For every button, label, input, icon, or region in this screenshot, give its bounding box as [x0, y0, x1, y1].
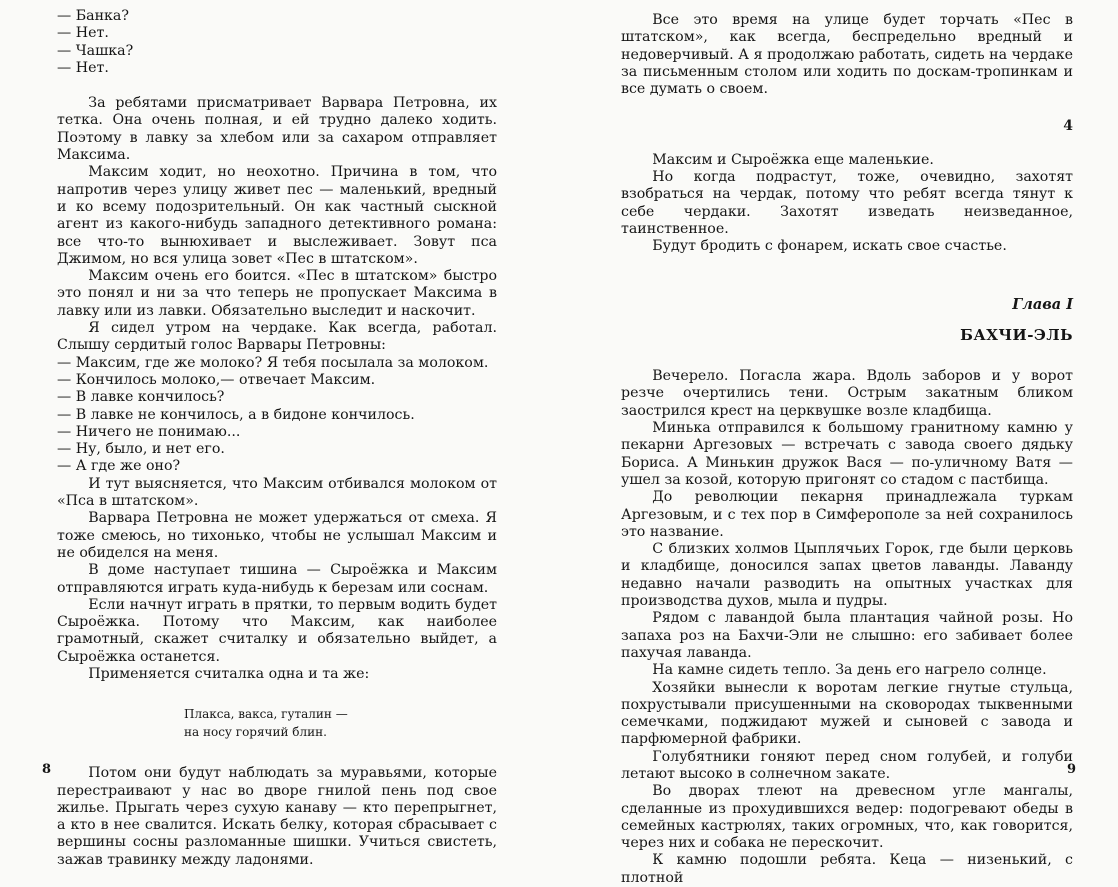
paragraph: И тут выясняется, что Максим отбивался молоком от «Пса в штатском».: [57, 475, 497, 510]
paragraph: Во дворах тлеют на древесном угле мангалы, сделанные из прохудившихся ведер: подогревают обеды в семейных кастрюлях, таких огромных, что, как говорится, через них и собака не перескочит.: [621, 783, 1073, 852]
paragraph: Применяется считалка одна и та же:: [88, 665, 370, 682]
dialogue-line: — В лавке кончилось?: [57, 389, 225, 406]
dialogue-line: — В лавке не кончилось, а в бидоне кончилось.: [57, 406, 415, 423]
paragraph: Хозяйки вынесли к воротам легкие гнутые стульца, похрустывали присушенными на сковородах тыквенными семечками, поджидают мужей и сыновей с завода и парфюмерной фабрики.: [621, 679, 1073, 748]
right-text-column: [621, 12, 1073, 887]
chapter-label: Глава I: [1012, 295, 1073, 313]
poem-line: Плакса, вакса, гуталин —: [184, 707, 348, 722]
dialogue-line: — Кончилось молоко,— отвечает Максим.: [57, 371, 376, 388]
dialogue-line: — Ничего не понимаю...: [57, 423, 241, 440]
paragraph: Потом они будут наблюдать за муравьями, которые перестраивают у нас во дворе гнилой пень под свое жилье. Прыгать через сухую канаву — кто перепрыгнет, а кто в нее свалится. Искать белку, которая сбрасывает с вершины сосны разломанные шишки. Учиться свистеть, зажав травинку между ладонями.: [57, 765, 497, 868]
dialogue-line: — Чашка?: [57, 42, 134, 59]
paragraph: Будут бродить с фонарем, искать свое счастье.: [652, 238, 1007, 255]
paragraph: Если начнут играть в прятки, то первым водить будет Сыроёжка. Потому что Максим, как наиболее грамотный, скажет считалку и обязательно выйдет, а Сыроёжка останется.: [57, 596, 497, 665]
chapter-title: БАХЧИ-ЭЛЬ: [960, 325, 1073, 344]
paragraph: Максим ходит, но неохотно. Причина в том, что напротив через улицу живет пес — маленький, вредный и ко всему подозрительный. Он как частный сыскной агент из какого-нибудь западного детективного романа: все что-то вынюхивает и выслеживает. Зовут пса Джимом, но вся улица зовет «Пес в штатском».: [57, 164, 497, 267]
dialogue-line: — Нет.: [57, 59, 109, 76]
paragraph: Максим и Сыроёжка еще маленькие.: [652, 151, 934, 168]
page-number-right: 9: [1067, 762, 1077, 777]
poem-line: на носу горячий блин.: [184, 725, 327, 740]
paragraph: Варвара Петровна не может удержаться от смеха. Я тоже смеюсь, но тихонько, чтобы не услышал Максим и не обиделся на меня.: [57, 510, 497, 561]
paragraph: В доме наступает тишина — Сыроёжка и Максим отправляются играть куда-нибудь к березам или соснам.: [57, 562, 497, 596]
paragraph: Минька отправился к большому гранитному камню у пекарни Аргезовых — встречать с завода своего дядьку Бориса. А Минькин дружок Вася — по-уличному Ватя — ушел за козой, которую пригонят со стадом с пастбища.: [621, 420, 1073, 488]
paragraph: Вечерело. Погасла жара. Вдоль заборов и у ворот резче очертились тени. Острым закатным бликом заострился крест на церквушке возле кладбища.: [621, 368, 1073, 419]
dialogue-line: — А где же оно?: [57, 458, 181, 475]
paragraph: Рядом с лавандой была плантация чайной розы. Но запаха роз на Бахчи-Эли не слышно: его забивает более пахучая лаванда.: [621, 610, 1073, 661]
paragraph: К камню подошли ребята. Кеца — низенький, с плотной: [621, 852, 1073, 886]
paragraph: Все это время на улице будет торчать «Пес в штатском», как всегда, беспредельно вредный и недоверчивый. А я продолжаю работать, сидеть на чердаке за письменным столом или ходить по доскам-тропинкам и все думать о своем.: [621, 12, 1073, 98]
left-page: [0, 0, 559, 868]
counting-rhyme: [57, 705, 497, 741]
dialogue-line: — Максим, где же молоко? Я тебя посылала за молоком.: [57, 354, 489, 371]
right-page: [559, 0, 1118, 886]
dialogue-line: — Ну, было, и нет его.: [57, 441, 225, 458]
paragraph: С близких холмов Цыплячьих Горок, где были церковь и кладбище, доносился запах цветов лаванды. Лаванду недавно начали разводить на опытных участках для производства духов, мыла и пудры.: [621, 541, 1073, 610]
paragraph: Я сидел утром на чердаке. Как всегда, работал. Слышу сердитый голос Варвары Петровны:: [57, 320, 497, 354]
paragraph: Максим очень его боится. «Пес в штатском» быстро это понял и ни за что теперь не пропускает Максима в лавку или из лавки. Обязательно выследит и наскочит.: [57, 268, 497, 319]
left-text-column: [57, 8, 497, 869]
paragraph: Но когда подрастут, тоже, очевидно, захотят взобраться на чердак, потому что ребят всегда тянут к себе чердаки. Захотят изведать неизведанное, таинственное.: [621, 169, 1073, 237]
page-number-left: 8: [42, 762, 52, 777]
dialogue-line: — Нет.: [57, 25, 109, 42]
paragraph: Голубятники гоняют перед сном голубей, и голуби летают высоко в солнечном закате.: [621, 748, 1073, 782]
section-number: 4: [1063, 118, 1073, 135]
paragraph: На камне сидеть тепло. За день его нагрело солнце.: [652, 662, 1047, 679]
dialogue-line: — Банка?: [57, 8, 129, 24]
paragraph: До революции пекарня принадлежала туркам Аргезовым, и с тех пор в Симферополе за ней сохранилось это название.: [621, 489, 1073, 540]
paragraph: За ребятами присматривает Варвара Петровна, их тетка. Она очень полная, и ей трудно далеко ходить. Поэтому в лавку за хлебом или за сахаром отправляет Максима.: [57, 95, 497, 164]
